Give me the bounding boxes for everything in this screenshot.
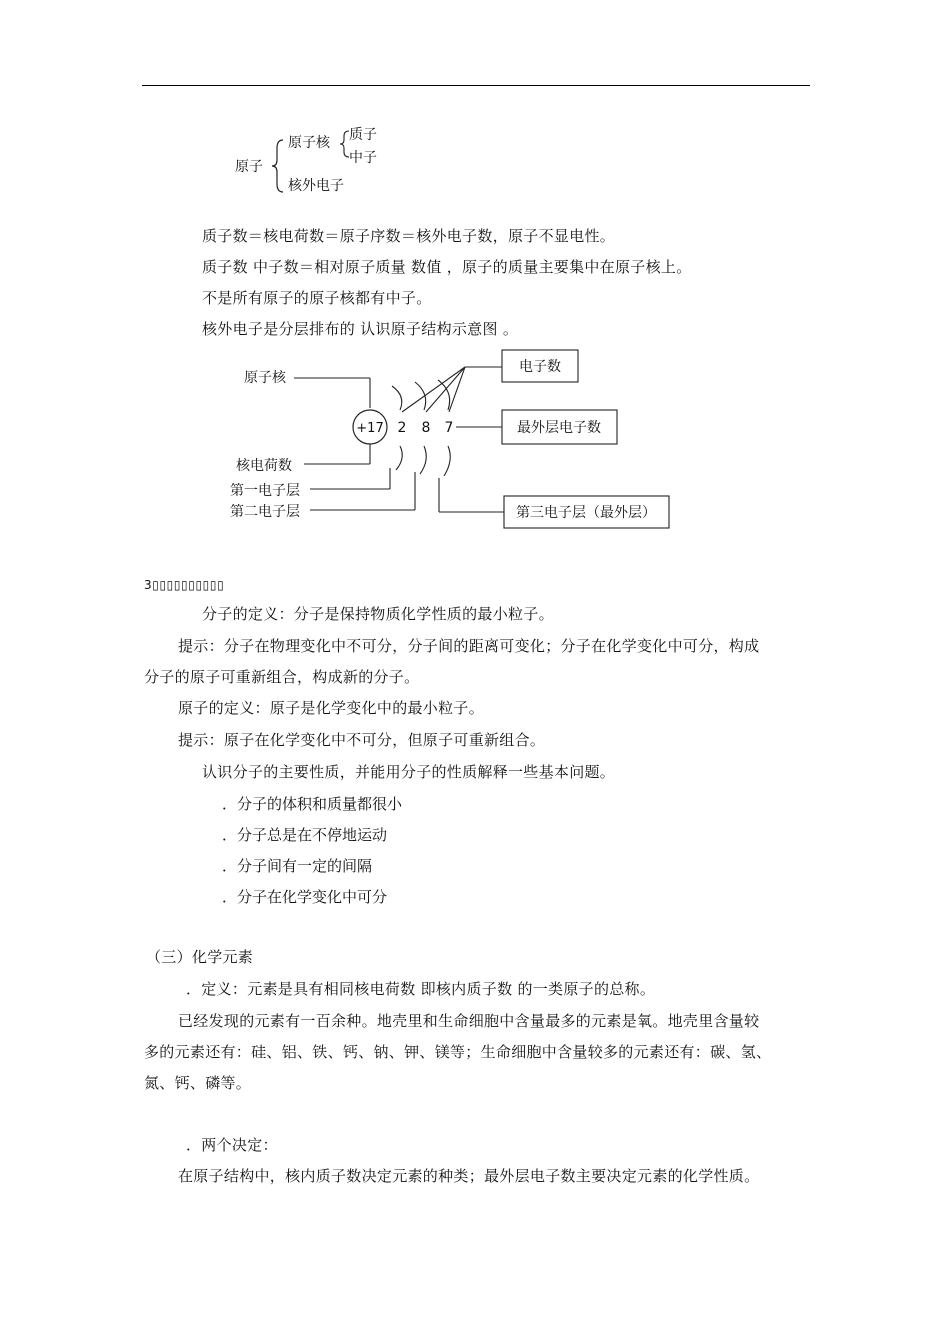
shell-1-count: 2 [397, 420, 407, 436]
list-item: ．分子在化学变化中可分 [222, 888, 388, 906]
molecule-hint-line-1: 提示：分子在物理变化中不可分，分子间的距离可变化；分子在化学变化中可分，构成 [178, 637, 760, 655]
element-paragraph-line-1: 已经发现的元素有一百余种。地壳里和生命细胞中含量最多的元素是氧。地壳里含量较 [178, 1012, 760, 1030]
shell-3-count: 7 [444, 420, 454, 436]
shell-arc-1-bottom [396, 446, 402, 470]
element-definition: ．定义：元素是具有相同核电荷数 即核内质子数 的一类原子的总称。 [186, 980, 656, 998]
list-item: ．分子间有一定的间隔 [222, 857, 373, 875]
layer1-label: 第一电子层 [230, 483, 300, 499]
atom-definition: 原子的定义：原子是化学变化中的最小粒子。 [178, 699, 485, 717]
shell-arc-3-bottom [444, 446, 450, 476]
fact-1: 质子数＝核电荷数＝原子序数＝核外电子数，原子不显电性。 [202, 227, 616, 245]
shell-2-count: 8 [421, 420, 431, 436]
decisions-text: 在原子结构中，核内质子数决定元素的种类；最外层电子数主要决定元素的化学性质。 [178, 1167, 760, 1185]
fact-4: 核外电子是分层排布的 认识原子结构示意图 。 [202, 320, 519, 338]
element-paragraph-line-2: 多的元素还有：硅、铝、铁、钙、钠、钾、镁等；生命细胞中含量较多的元素还有：碳、氢、 [144, 1043, 772, 1061]
section-elements-heading: （三）化学元素 [146, 948, 254, 966]
nucleus-charge: +17 [356, 421, 384, 436]
fact-2: 质子数 中子数＝相对原子质量 数值 ，原子的质量主要集中在原子核上。 [202, 258, 692, 276]
nucleus-pointer-label: 原子核 [244, 370, 286, 386]
fact-3: 不是所有原子的原子核都有中子。 [202, 289, 432, 307]
list-item: ．分子的体积和质量都很小 [222, 795, 403, 813]
electrons-label: 核外电子 [288, 178, 344, 194]
layer2-label: 第二电子层 [230, 504, 300, 520]
shell-arc-2-bottom [420, 446, 426, 474]
nucleus-label: 原子核 [288, 135, 330, 151]
list-item: ．分子总是在不停地运动 [222, 826, 388, 844]
molecule-properties-list [222, 789, 402, 913]
atom-composition-diagram [225, 122, 395, 200]
electron-count-pointer-1 [402, 367, 465, 412]
neutron-label: 中子 [349, 150, 377, 166]
third-layer-text: 第三电子层（最外层） [516, 505, 656, 521]
molecule-properties-intro: 认识分子的主要性质，并能用分子的性质解释一些基本问题。 [202, 763, 616, 781]
proton-label: 质子 [349, 127, 377, 143]
molecule-hint-line-2: 分子的原子可重新组合，构成新的分子。 [144, 668, 420, 686]
section-3-heading: 3▯▯▯▯▯▯▯▯▯▯ [144, 578, 225, 592]
shell-arc-1-top [392, 386, 402, 410]
electron-count-pointer-3 [449, 367, 465, 412]
charge-label: 核电荷数 [236, 458, 292, 474]
two-decisions-heading: ．两个决定： [186, 1136, 278, 1154]
element-paragraph-line-3: 氮、钙、磷等。 [144, 1074, 252, 1092]
atom-structure-diagram [220, 340, 680, 535]
atom-brace [272, 140, 283, 192]
atom-hint: 提示：原子在化学变化中不可分，但原子可重新组合。 [178, 731, 546, 749]
electron-count-pointer-2 [426, 367, 465, 412]
nucleus-brace [340, 131, 349, 157]
atom-label: 原子 [235, 159, 263, 175]
header-rule [142, 85, 810, 86]
electron-count-text: 电子数 [519, 359, 561, 375]
molecule-definition: 分子的定义：分子是保持物质化学性质的最小粒子。 [202, 605, 554, 623]
outer-count-text: 最外层电子数 [517, 420, 601, 436]
